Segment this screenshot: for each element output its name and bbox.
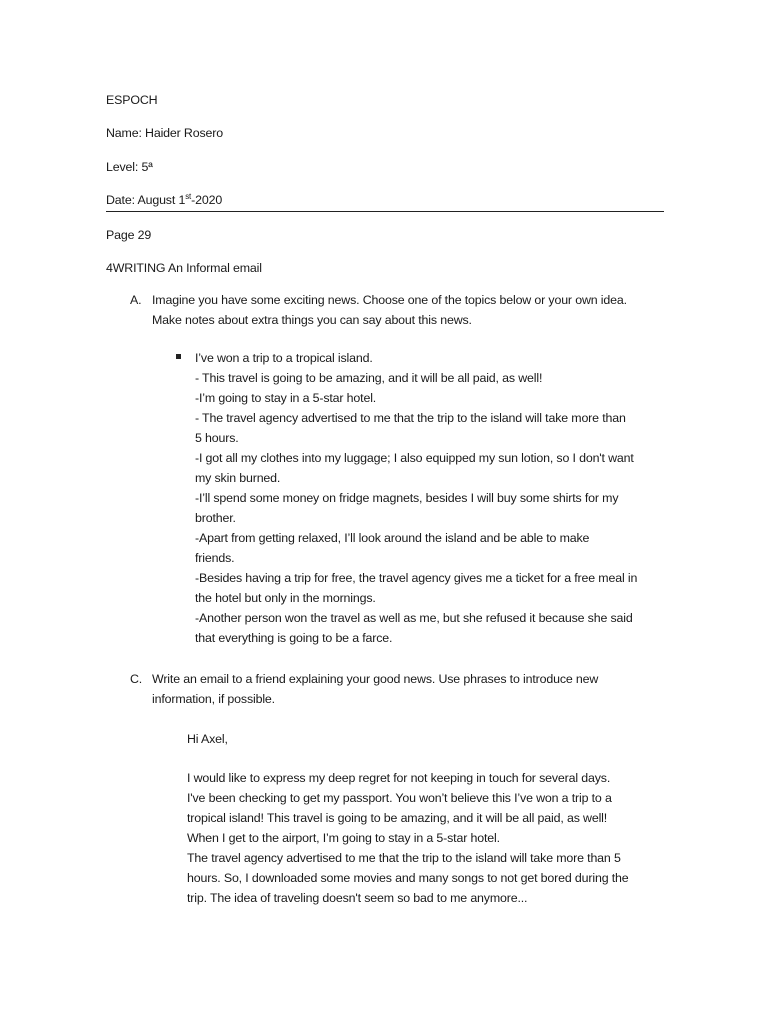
note-line: 5 hours. [195, 431, 239, 445]
note-line: - The travel agency advertised to me that the trip to the island will take more than [195, 411, 626, 425]
notes-list [195, 348, 637, 648]
note-line: my skin burned. [195, 471, 281, 485]
bullet-marker [176, 354, 181, 359]
task-a-letter: A. [130, 293, 142, 307]
student-name: Name: Haider Rosero [106, 126, 223, 140]
email-line: trip. The idea of traveling doesn't seem so bad to me anymore... [187, 891, 528, 905]
note-line: friends. [195, 551, 235, 565]
note-line: - This travel is going to be amazing, and it will be all paid, as well! [195, 371, 543, 385]
school-name: ESPOCH [106, 93, 158, 107]
note-line: -Another person won the travel as well as me, but she refused it because she said [195, 611, 633, 625]
note-line: -I’m going to stay in a 5-star hotel. [195, 391, 377, 405]
note-line: -Apart from getting relaxed, I’ll look around the island and be able to make [195, 531, 590, 545]
task-c-line: information, if possible. [152, 692, 275, 706]
email-body [187, 768, 661, 908]
date-ordinal-suffix: st [185, 192, 192, 201]
email-greeting: Hi Axel, [187, 732, 228, 746]
email-line: tropical island! This travel is going to be amazing, and it will be all paid, as well! [187, 811, 608, 825]
email-line: The travel agency advertised to me that the trip to the island will take more than 5 [187, 851, 621, 865]
note-line: -Besides having a trip for free, the travel agency gives me a ticket for a free meal in [195, 571, 638, 585]
date-prefix: Date: August 1 [106, 193, 186, 207]
email-line: I would like to express my deep regret for not keeping in touch for several days. [187, 771, 611, 785]
note-line: I’ve won a trip to a tropical island. [195, 351, 373, 365]
task-c-line: Write an email to a friend explaining your good news. Use phrases to introduce new [152, 672, 599, 686]
note-line: brother. [195, 511, 236, 525]
task-a-line: Make notes about extra things you can say about this news. [152, 313, 472, 327]
email-line: When I get to the airport, I’m going to stay in a 5-star hotel. [187, 831, 500, 845]
header-divider [106, 211, 664, 212]
note-line: -I got all my clothes into my luggage; I also equipped my sun lotion, so I don't want [195, 451, 634, 465]
section-title: 4WRITING An Informal email [106, 261, 262, 275]
email-line: hours. So, I downloaded some movies and many songs to not get bored during the [187, 871, 629, 885]
task-a-line: Imagine you have some exciting news. Choose one of the topics below or your own idea. [152, 293, 627, 307]
task-a-instructions [152, 290, 627, 330]
note-line: the hotel but only in the mornings. [195, 591, 376, 605]
page-number-label: Page 29 [106, 228, 152, 242]
email-line: I've been checking to get my passport. You won’t believe this I’ve won a trip to a [187, 791, 612, 805]
note-line: -I’ll spend some money on fridge magnets, besides I will buy some shirts for my [195, 491, 619, 505]
note-line: that everything is going to be a farce. [195, 631, 393, 645]
document-date [106, 190, 222, 210]
date-year: -2020 [191, 193, 223, 207]
task-c-letter: C. [130, 672, 143, 686]
student-level: Level: 5ª [106, 160, 153, 174]
task-c-instructions [152, 669, 598, 709]
